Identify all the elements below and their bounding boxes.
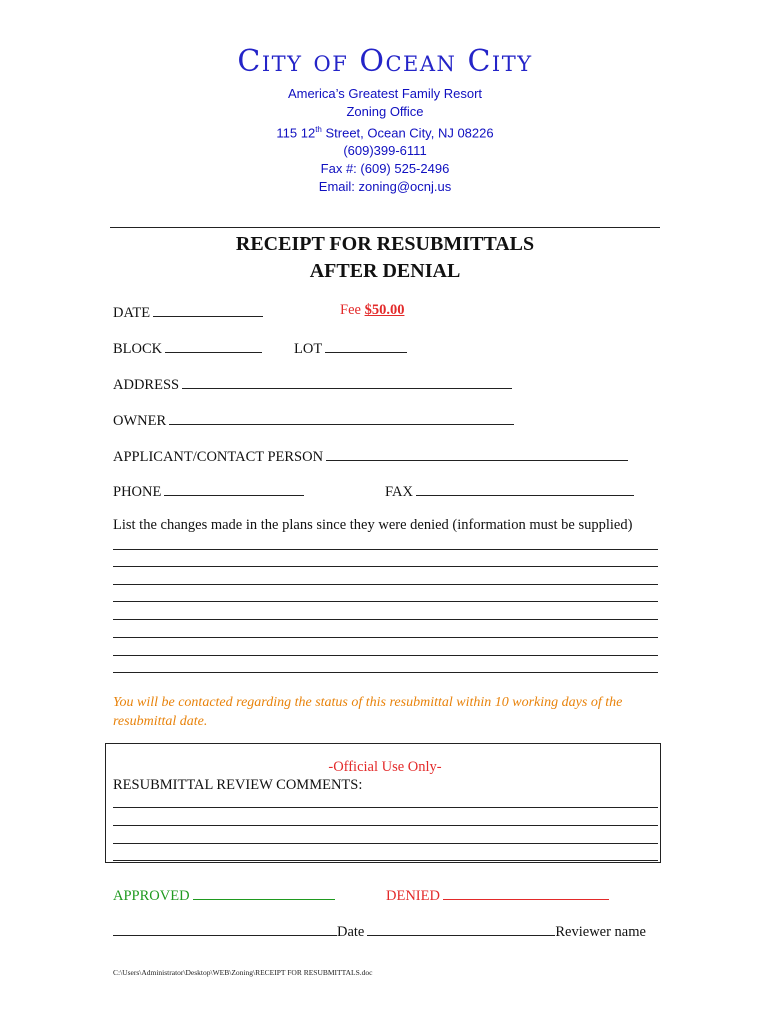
denied-blank[interactable] <box>443 885 609 900</box>
address-field[interactable] <box>113 374 512 394</box>
address-rest: Street, Ocean City, NJ 08226 <box>321 125 494 141</box>
lot-blank[interactable] <box>325 338 407 353</box>
reviewer-blank[interactable] <box>367 921 555 936</box>
date-label: DATE <box>113 305 151 321</box>
fax-label: FAX <box>385 484 413 500</box>
title-line-1: RECEIPT FOR RESUBMITTALS <box>235 233 535 255</box>
document-title <box>0 231 770 285</box>
lot-label: LOT <box>294 341 323 357</box>
office-info <box>0 85 770 196</box>
address-label: ADDRESS <box>113 377 180 393</box>
address-superscript: th <box>315 125 322 134</box>
review-comment-line[interactable] <box>113 843 658 844</box>
phone-blank[interactable] <box>164 481 304 496</box>
changes-line[interactable] <box>113 672 658 673</box>
office-name: Zoning Office <box>346 104 424 119</box>
approved-label: APPROVED <box>113 888 190 904</box>
changes-line[interactable] <box>113 601 658 602</box>
approved-field[interactable] <box>113 885 335 905</box>
changes-prompt: List the changes made in the plans since they were denied (information must be supplied) <box>113 517 633 533</box>
office-fax: Fax #: (609) 525-2496 <box>320 161 450 177</box>
denied-field[interactable] <box>386 885 609 905</box>
address-number: 115 12 <box>276 125 316 141</box>
phone-field[interactable] <box>113 481 304 501</box>
signature-date-label: Date <box>337 924 365 940</box>
review-comments-label: RESUBMITTAL REVIEW COMMENTS: <box>113 777 363 793</box>
approved-blank[interactable] <box>193 885 335 900</box>
date-blank[interactable] <box>153 302 263 317</box>
official-use-heading: -Official Use Only- <box>328 759 442 775</box>
date-field[interactable] <box>113 302 263 322</box>
changes-line[interactable] <box>113 619 658 620</box>
title-line-2: AFTER DENIAL <box>309 260 461 282</box>
review-comment-line[interactable] <box>113 807 658 808</box>
contact-notice: You will be contacted regarding the status of this resubmittal within 10 working days of the resubmittal date. <box>113 695 623 729</box>
applicant-field[interactable] <box>113 446 628 466</box>
city-title: City of Ocean City <box>237 44 533 79</box>
footer-file-path: C:\Users\Administrator\Desktop\WEB\Zoning\RECEIPT FOR RESUBMITTALS.doc <box>113 968 373 977</box>
reviewer-name-label: Reviewer name <box>555 924 646 940</box>
block-blank[interactable] <box>165 338 262 353</box>
block-label: BLOCK <box>113 341 163 357</box>
owner-field[interactable] <box>113 410 514 430</box>
changes-line[interactable] <box>113 584 658 585</box>
applicant-label: APPLICANT/CONTACT PERSON <box>113 449 324 465</box>
changes-line[interactable] <box>113 566 658 567</box>
fee-label: Fee <box>340 302 365 318</box>
applicant-blank[interactable] <box>326 446 628 461</box>
changes-line[interactable] <box>113 637 658 638</box>
address-blank[interactable] <box>182 374 512 389</box>
phone-label: PHONE <box>113 484 162 500</box>
office-address <box>0 121 770 142</box>
office-email: Email: zoning@ocnj.us <box>318 179 452 195</box>
changes-line[interactable] <box>113 549 658 550</box>
review-comment-line[interactable] <box>113 860 658 861</box>
owner-label: OWNER <box>113 413 167 429</box>
fax-blank[interactable] <box>416 481 634 496</box>
signature-row[interactable] <box>113 921 646 941</box>
slogan: America’s Greatest Family Resort <box>287 86 483 101</box>
date-signature-blank[interactable] <box>113 921 337 936</box>
office-phone: (609)399-6111 <box>343 143 427 159</box>
block-field[interactable] <box>113 338 262 358</box>
header-divider <box>110 227 660 228</box>
fee-amount: $50.00 <box>364 302 405 318</box>
denied-label: DENIED <box>386 888 440 904</box>
review-comment-line[interactable] <box>113 825 658 826</box>
owner-blank[interactable] <box>169 410 514 425</box>
fee-field <box>340 302 404 319</box>
lot-field[interactable] <box>294 338 407 358</box>
fax-field[interactable] <box>385 481 634 501</box>
changes-line[interactable] <box>113 655 658 656</box>
